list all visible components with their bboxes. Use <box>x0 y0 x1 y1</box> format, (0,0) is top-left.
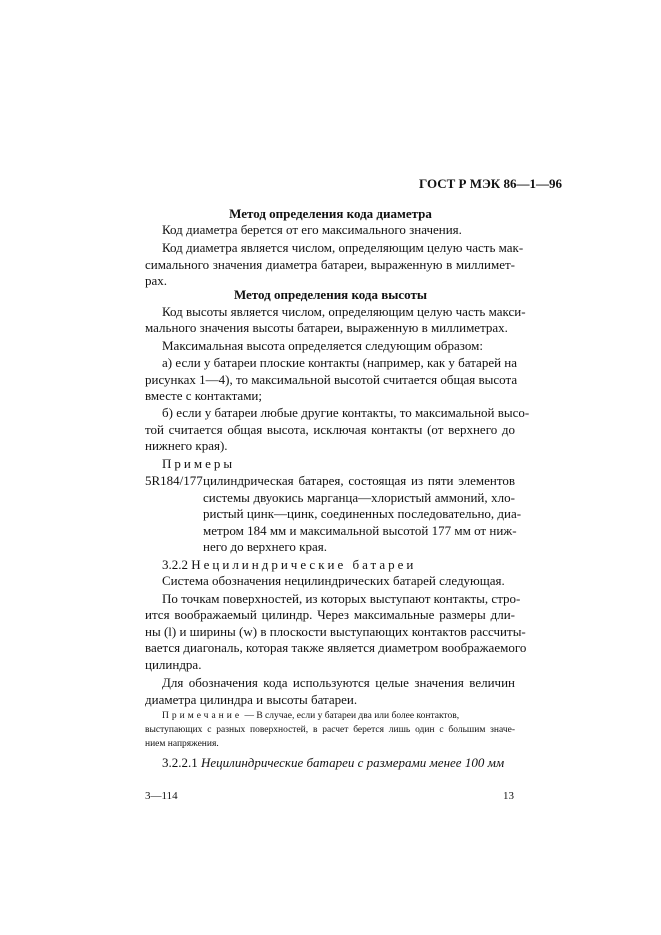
example-line-3: ристый цинк—цинк, соединенных последовательно, диа- <box>203 506 522 521</box>
paragraph-322-2-line-2: ится воображаемый цилиндр. Через максимальные размеры дли- <box>145 607 515 622</box>
item-a-line-1: а) если у батареи плоские контакты (например, как у батарей на <box>162 355 518 370</box>
paragraph-height-1-line-1: Код высоты является числом, определяющим целую часть макси- <box>162 304 526 319</box>
page-number: 13 <box>503 790 514 802</box>
paragraph-322-1: Система обозначения нецилиндрических батарей следующая. <box>162 573 505 588</box>
note-label: Примечание <box>162 711 243 721</box>
section-3221-title: Нецилиндрические батареи с размерами менее 100 мм <box>201 755 505 770</box>
example-line-2: системы двуокись марганца—хлористый аммоний, хло- <box>203 490 515 505</box>
item-b-line-1: б) если у батареи любые другие контакты, то максимальной высо- <box>162 405 530 420</box>
examples-heading: Примеры <box>162 456 236 471</box>
paragraph-322-2-line-5: цилиндра. <box>145 657 202 672</box>
example-line-4: метром 184 мм и максимальной высотой 177 мм от ниж- <box>203 523 517 538</box>
section-3221-heading <box>162 755 504 771</box>
section-title-height: Метод определения кода высоты <box>233 287 428 302</box>
paragraph-diameter-1: Код диаметра берется от его максимального значения. <box>162 222 462 237</box>
note-line-3: нием напряжения. <box>145 739 219 749</box>
section-322-heading <box>162 557 416 573</box>
item-a-line-2: рисунках 1—4), то максимальной высотой считается общая высота <box>145 372 518 387</box>
paragraph-diameter-2-line-3: рах. <box>145 273 168 288</box>
paragraph-height-2: Максимальная высота определяется следующим образом: <box>162 338 483 353</box>
document-code: ГОСТ Р МЭК 86—1—96 <box>419 176 562 191</box>
example-line-5: него до верхнего края. <box>203 539 327 554</box>
paragraph-height-1-line-2: мального значения высоты батареи, выраженную в миллиметрах. <box>145 320 508 335</box>
footer-sheet-number: 3—114 <box>145 790 178 802</box>
paragraph-322-2-line-3: ны (l) и ширины (w) в плоскости выступающих контактов рассчиты- <box>145 624 526 639</box>
paragraph-diameter-2-line-2: симального значения диаметра батареи, выраженную в миллимет- <box>145 257 515 272</box>
item-b-line-2: той считается общая высота, исключая контакты (от верхнего до <box>145 422 515 437</box>
paragraph-322-3-line-2: диаметра цилиндра и высоты батареи. <box>145 692 358 707</box>
example-code: 5R184/177 <box>145 473 203 488</box>
paragraph-diameter-2-line-1: Код диаметра является числом, определяющим целую часть мак- <box>162 240 524 255</box>
section-title-diameter: Метод определения кода диаметра <box>229 206 432 221</box>
paragraph-322-2-line-1: По точкам поверхностей, из которых выступают контакты, стро- <box>162 591 521 606</box>
item-b-line-3: нижнего края). <box>145 438 228 453</box>
section-322-title: Нецилиндрические батареи <box>191 557 417 572</box>
note-line-2: выступающих с разных поверхностей, в расчет берется лишь один с большим значе- <box>145 725 515 735</box>
note-text-1: — В случае, если у батареи два или более контактов, <box>244 711 460 721</box>
section-322-number: 3.2.2 <box>162 557 188 572</box>
paragraph-322-3-line-1: Для обозначения кода используются целые значения величин <box>162 675 515 690</box>
example-line-1: цилиндрическая батарея, состоящая из пяти элементов <box>203 473 515 488</box>
note-line-1 <box>162 711 459 721</box>
paragraph-322-2-line-4: вается диагональ, которая также является диаметром воображаемого <box>145 640 527 655</box>
section-3221-number: 3.2.2.1 <box>162 755 198 770</box>
item-a-line-3: вместе с контактами; <box>145 388 262 403</box>
